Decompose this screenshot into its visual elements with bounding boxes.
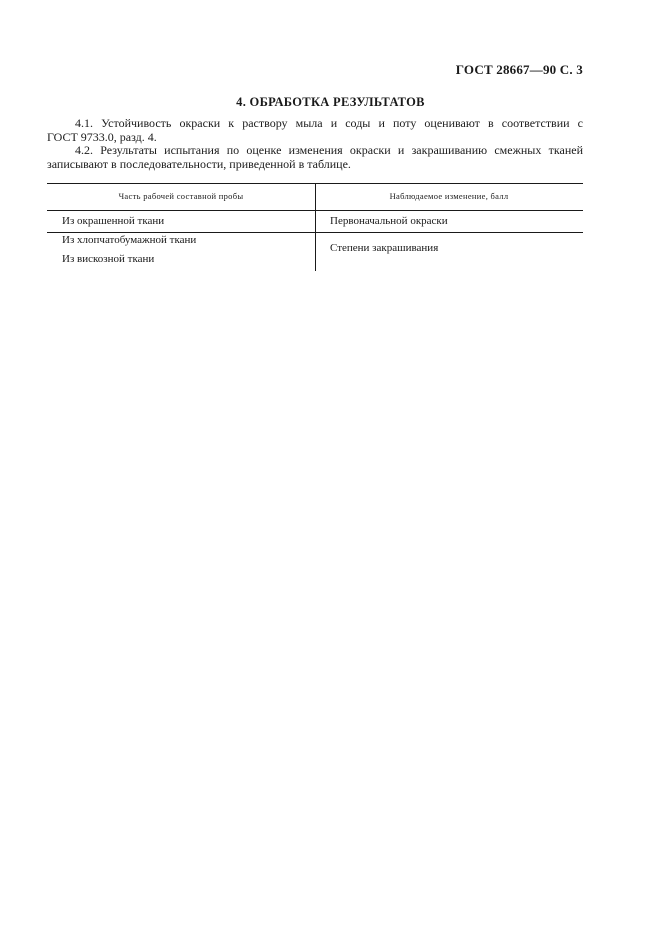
document-header-reference: ГОСТ 28667—90 С. 3 — [455, 62, 583, 77]
section-title: 4. ОБРАБОТКА РЕЗУЛЬТАТОВ — [236, 95, 425, 109]
table-header-observed-change: Наблюдаемое изменение, балл — [389, 191, 509, 201]
table-cell-dyed-fabric: Из окрашенной ткани — [62, 215, 165, 227]
paragraph-4-2-line-2: записывают в последовательности, приведенной в таблице. — [47, 157, 351, 171]
table-cell-cotton-fabric: Из хлопчатобумажной ткани — [62, 234, 197, 246]
table-cell-original-color: Первоначальной окраски — [330, 215, 448, 227]
results-table — [47, 183, 583, 271]
paragraph-4-1-line-1 — [47, 116, 583, 130]
paragraph-4-2-line-1 — [47, 143, 583, 157]
paragraph-4-1-text-1: 4.1. Устойчивость окраски к раствору мыла и соды и поту оценивают в соответствии с — [75, 116, 583, 130]
table-cell-staining-degree: Степени закрашивания — [330, 242, 439, 254]
table-header-sample-part: Часть рабочей составной пробы — [118, 191, 244, 201]
paragraph-4-2-text-1: 4.2. Результаты испытания по оценке изменения окраски и закрашиванию смежных тканей — [75, 143, 583, 157]
table-cell-viscose-fabric: Из вискозной ткани — [62, 253, 155, 265]
paragraph-4-1-line-2: ГОСТ 9733.0, разд. 4. — [47, 130, 157, 144]
paragraph-4-1 — [47, 116, 583, 144]
paragraph-4-2 — [47, 143, 583, 171]
